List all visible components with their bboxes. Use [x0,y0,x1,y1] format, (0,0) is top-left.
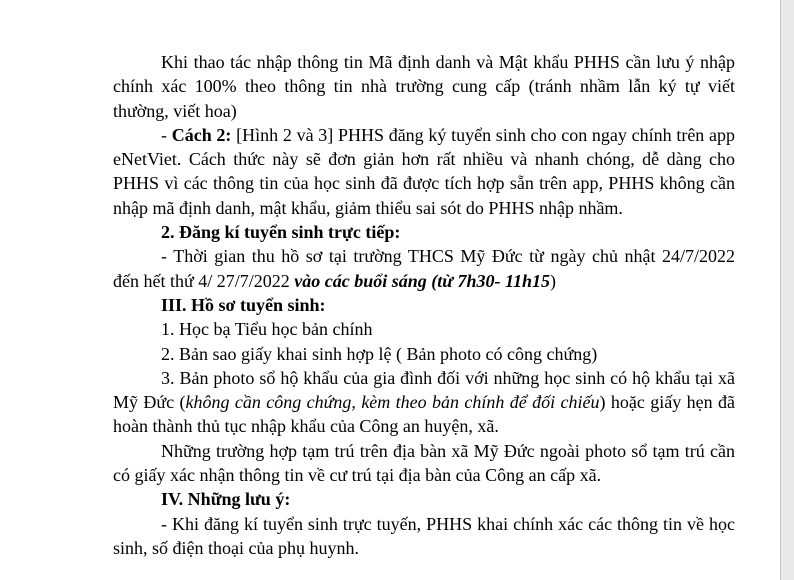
item-3-text-a: 3. Bản photo sổ hộ khẩu của gia đình đối với những học sinh có hộ khẩu tại xã Mỹ Đức ( [113,367,735,413]
paragraph-collection-time [113,244,735,293]
page-background-margin [781,0,794,580]
item-3-italic: không cần công chứng, kèm theo bản chính để đối chiếu [185,392,600,413]
document-body [113,50,735,560]
list-item-2: 2. Bản sao giấy khai sinh hợp lệ ( Bản photo có công chứng) [161,343,598,364]
method-2-label: Cách 2: [171,124,232,145]
method-2-text: [Hình 2 và 3] PHHS đăng ký tuyển sinh cho con ngay chính trên app eNetViet. Cách thức này sẽ đơn giản hơn rất nhiều và nhanh chóng, dễ dàng cho PHHS vì các thông tin của học sinh đã được tích hợp sẵn trên app, PHHS không cần nhập mã định danh, mật khẩu, giảm thiểu sai sót do PHHS nhập nhầm. [113,124,736,218]
heading-admission-documents: III. Hồ sơ tuyển sinh: [161,294,326,315]
list-item-1: 1. Học bạ Tiểu học bản chính [161,319,373,340]
item-3-text-b: ) hoặc giấy hẹn đã hoàn thành thủ tục nhập khẩu của Công an huyện, xã. [113,392,735,437]
paragraph-online-note: - Khi đăng kí tuyển sinh trực tuyến, PHHS khai chính xác các thông tin về học sinh, số điện thoại của phụ huynh. [113,513,735,558]
dash-prefix: - [161,124,172,145]
collection-time-text: - Thời gian thu hồ sơ tại trường THCS Mỹ Đức từ ngày chủ nhật 24/7/2022 đến hết thứ 4/ 27/7/2022 [113,246,735,291]
heading-notes: IV. Những lưu ý: [161,489,291,510]
paragraph-login-note: Khi thao tác nhập thông tin Mã định danh và Mật khẩu PHHS cần lưu ý nhập chính xác 100% theo thông tin nhà trường cung cấp (tránh nhầm lẫn ký tự viết thường, viết hoa) [113,52,735,121]
paragraph-temporary-residence: Những trường hợp tạm trú trên địa bàn xã Mỹ Đức ngoài photo sổ tạm trú cần có giấy xác nhận thông tin về cư trú tại địa bàn của Công an cấp xã. [113,440,735,486]
heading-direct-registration: 2. Đăng kí tuyển sinh trực tiếp: [161,222,401,243]
paragraph-method-2 [113,123,735,220]
collection-time-emphasis: vào các buổi sáng (từ 7h30- 11h15 [294,270,551,291]
collection-time-end: ) [550,270,557,291]
list-item-3 [113,366,735,439]
